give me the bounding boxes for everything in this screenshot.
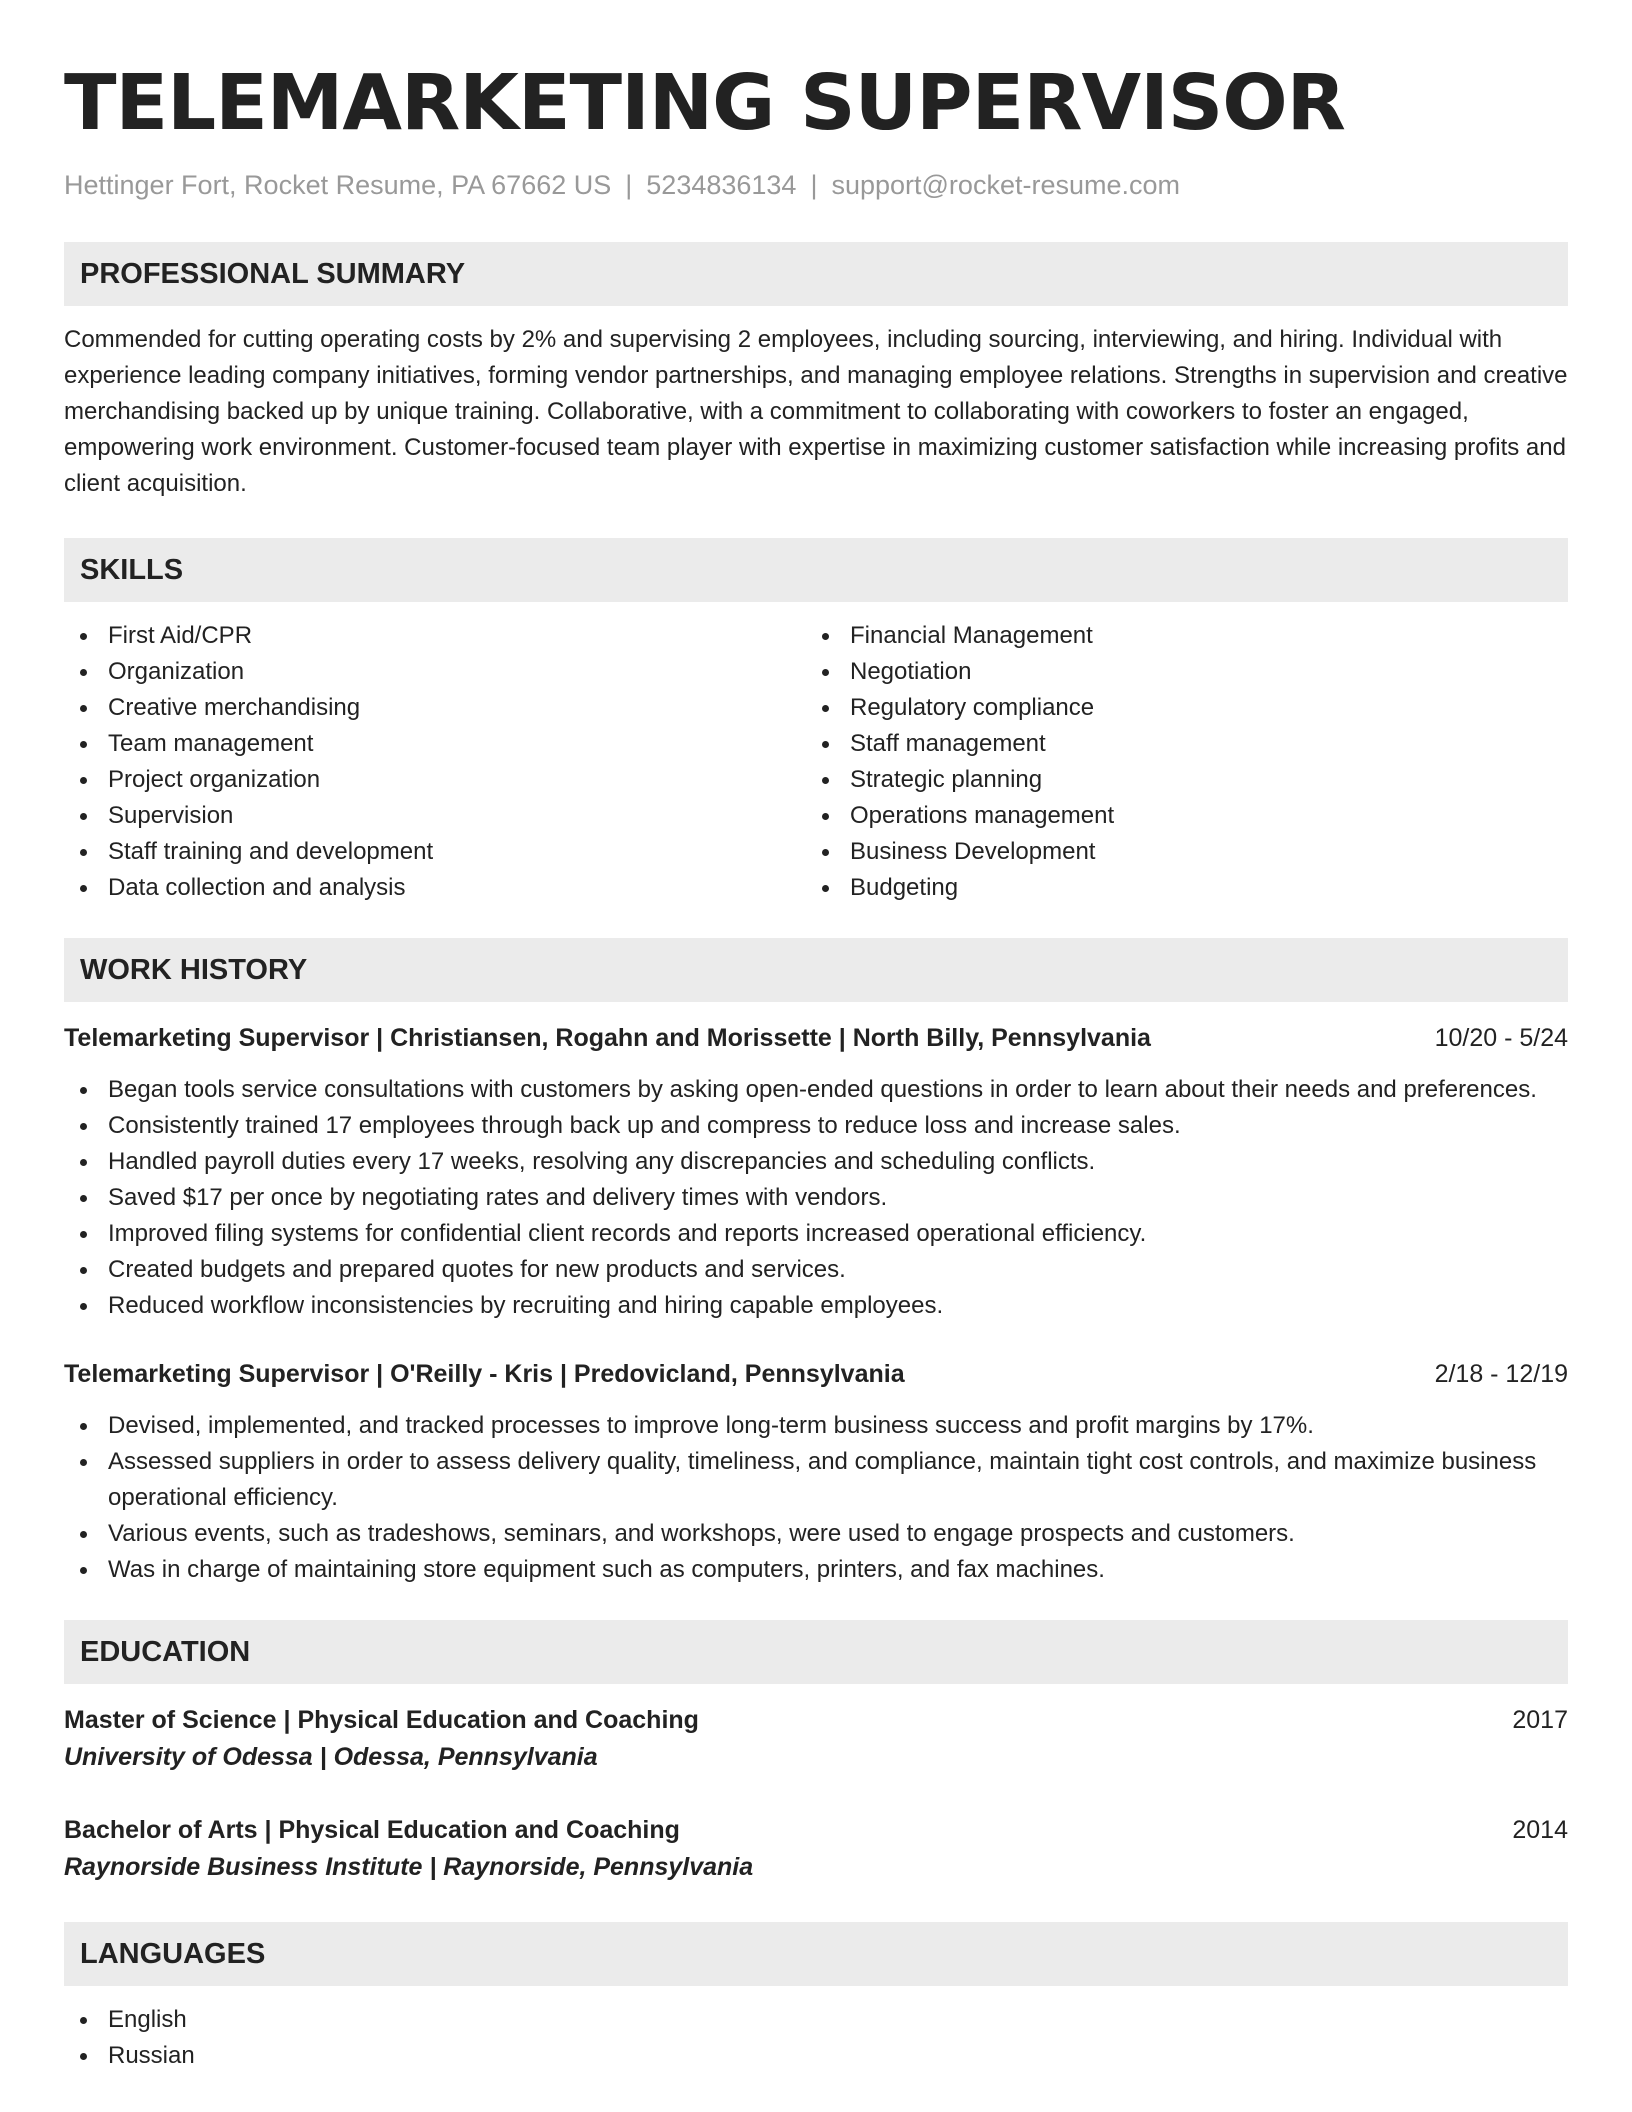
education-year: 2014 — [1512, 1816, 1568, 1844]
education-heading — [64, 1812, 1568, 1848]
job-bullet: Assessed suppliers in order to assess delivery quality, timeliness, and compliance, maintain tight cost controls, and maximize business operational efficiency. — [64, 1444, 1568, 1516]
education-year: 2017 — [1512, 1706, 1568, 1734]
skill-item: First Aid/CPR — [64, 618, 806, 654]
job-bullet: Created budgets and prepared quotes for new products and services. — [64, 1252, 1568, 1288]
job-heading — [64, 1356, 1568, 1392]
job-bullet-list — [64, 1408, 1568, 1588]
education-degree: Bachelor of Arts | Physical Education and Coaching — [64, 1816, 680, 1844]
job-bullet: Various events, such as tradeshows, seminars, and workshops, were used to engage prospects and customers. — [64, 1516, 1568, 1552]
skill-item: Organization — [64, 654, 806, 690]
job-dates: 2/18 - 12/19 — [1434, 1360, 1568, 1388]
skill-item: Creative merchandising — [64, 690, 806, 726]
job-bullet: Handled payroll duties every 17 weeks, resolving any discrepancies and scheduling conflicts. — [64, 1144, 1568, 1180]
skill-item: Staff management — [806, 726, 1548, 762]
candidate-name: TELEMARKETING SUPERVISOR — [64, 59, 1345, 148]
contact-separator: | — [625, 170, 633, 200]
skill-item: Business Development — [806, 834, 1548, 870]
language-list — [64, 2002, 1568, 2074]
education-school: Raynorside Business Institute | Raynorside, Pennsylvania — [64, 1853, 754, 1881]
job-bullet-list — [64, 1072, 1568, 1324]
job-title: Telemarketing Supervisor | Christiansen, Rogahn and Morissette | North Billy, Pennsylvania — [64, 1024, 1151, 1052]
skill-item: Regulatory compliance — [806, 690, 1548, 726]
section-header-work: WORK HISTORY — [64, 938, 1568, 1002]
job-title: Telemarketing Supervisor | O'Reilly - Kris | Predovicland, Pennsylvania — [64, 1360, 905, 1388]
contact-separator: | — [810, 170, 818, 200]
section-header-summary: PROFESSIONAL SUMMARY — [64, 242, 1568, 306]
contact-phone: 5234836134 — [646, 170, 797, 200]
skills-left-list — [64, 618, 806, 906]
skill-item: Project organization — [64, 762, 806, 798]
education-degree: Master of Science | Physical Education and Coaching — [64, 1706, 699, 1734]
job-bullet: Improved filing systems for confidential client records and reports increased operational efficiency. — [64, 1216, 1568, 1252]
job-bullet: Reduced workflow inconsistencies by recruiting and hiring capable employees. — [64, 1288, 1568, 1324]
skill-item: Operations management — [806, 798, 1548, 834]
language-item: English — [64, 2002, 1568, 2038]
education-heading — [64, 1702, 1568, 1738]
skills-right-list — [806, 618, 1548, 906]
job-dates: 10/20 - 5/24 — [1434, 1024, 1568, 1052]
skill-item: Financial Management — [806, 618, 1548, 654]
skill-item: Negotiation — [806, 654, 1548, 690]
education-school: University of Odessa | Odessa, Pennsylvania — [64, 1743, 598, 1771]
job-bullet: Saved $17 per once by negotiating rates and delivery times with vendors. — [64, 1180, 1568, 1216]
skill-item: Supervision — [64, 798, 806, 834]
skill-item: Strategic planning — [806, 762, 1548, 798]
skills-columns — [64, 618, 1568, 906]
job-bullet: Was in charge of maintaining store equipment such as computers, printers, and fax machines. — [64, 1552, 1568, 1588]
section-header-education: EDUCATION — [64, 1620, 1568, 1684]
job-bullet: Began tools service consultations with customers by asking open-ended questions in order to learn about their needs and preferences. — [64, 1072, 1568, 1108]
language-item: Russian — [64, 2038, 1568, 2074]
skill-item: Team management — [64, 726, 806, 762]
contact-line — [64, 168, 1568, 202]
job-heading — [64, 1020, 1568, 1056]
job-bullet: Devised, implemented, and tracked processes to improve long-term business success and profit margins by 17%. — [64, 1408, 1568, 1444]
section-header-skills: SKILLS — [64, 538, 1568, 602]
summary-text: Commended for cutting operating costs by 2% and supervising 2 employees, including sourcing, interviewing, and hiring. Individual with experience leading company initiatives, forming vendor partnerships, and managing employee relations. Strengths in supervision and creative merchandising backed up by unique training. Collaborative, with a commitment to collaborating with coworkers to foster an engaged, empowering work environment. Customer-focused team player with expertise in maximizing customer satisfaction while increasing profits and client acquisition. — [64, 326, 1568, 497]
skill-item: Staff training and development — [64, 834, 806, 870]
contact-address: Hettinger Fort, Rocket Resume, PA 67662 US — [64, 170, 612, 200]
job-bullet: Consistently trained 17 employees through back up and compress to reduce loss and increase sales. — [64, 1108, 1568, 1144]
skill-item: Data collection and analysis — [64, 870, 806, 906]
section-header-languages: LANGUAGES — [64, 1922, 1568, 1986]
contact-email[interactable]: support@rocket-resume.com — [831, 170, 1180, 200]
skill-item: Budgeting — [806, 870, 1548, 906]
